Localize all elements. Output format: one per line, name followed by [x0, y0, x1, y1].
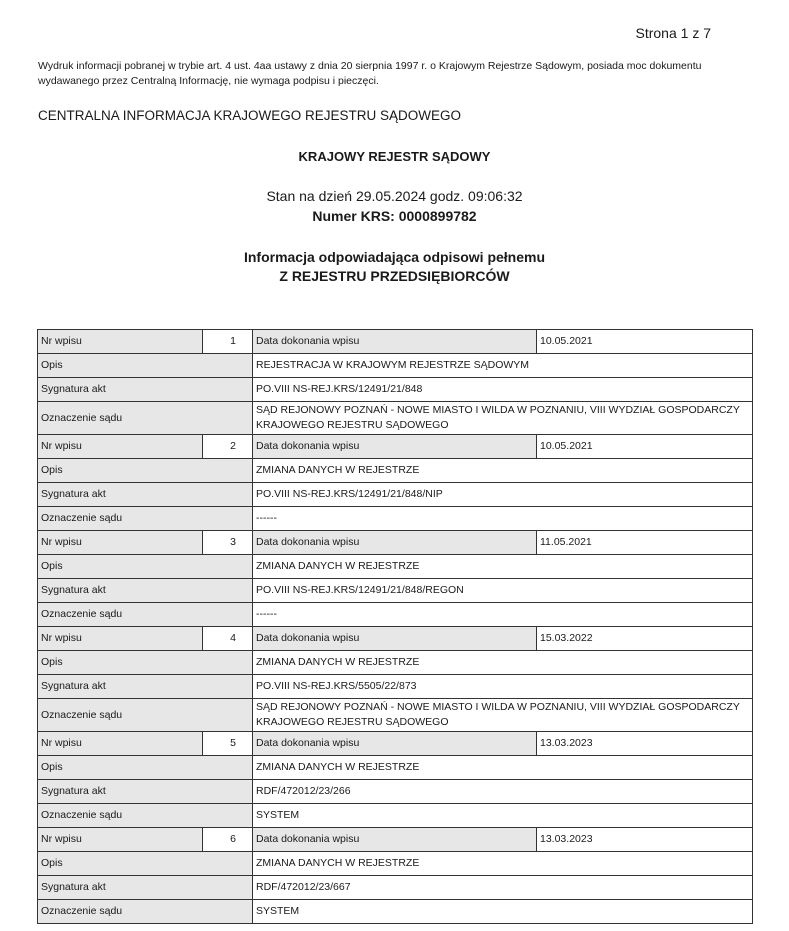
entry-signature: PO.VIII NS-REJ.KRS/12491/21/848/NIP	[253, 483, 753, 507]
oznaczenie-label: Oznaczenie sądu	[38, 900, 253, 924]
entry-number: 1	[203, 330, 253, 354]
entry-date: 11.05.2021	[537, 531, 753, 555]
entry-description-row	[38, 651, 753, 675]
entry-date-label: Data dokonania wpisu	[253, 732, 537, 756]
entry-header-row	[38, 627, 753, 651]
entry-date: 10.05.2021	[537, 330, 753, 354]
sygnatura-label: Sygnatura akt	[38, 675, 253, 699]
entry-court: SYSTEM	[253, 804, 753, 828]
entry-signature-row	[38, 483, 753, 507]
entry-description-row	[38, 555, 753, 579]
entry-date-label: Data dokonania wpisu	[253, 828, 537, 852]
entry-court-row	[38, 900, 753, 924]
entry-description-row	[38, 852, 753, 876]
entry-number: 4	[203, 627, 253, 651]
entry-signature-row	[38, 876, 753, 900]
entry-description: REJESTRACJA W KRAJOWYM REJESTRZE SĄDOWYM	[253, 354, 753, 378]
entry-date-label: Data dokonania wpisu	[253, 627, 537, 651]
entry-number: 3	[203, 531, 253, 555]
entry-date-label: Data dokonania wpisu	[253, 435, 537, 459]
registry-title: KRAJOWY REJESTR SĄDOWY	[298, 149, 491, 164]
entry-court-row	[38, 507, 753, 531]
sygnatura-label: Sygnatura akt	[38, 483, 253, 507]
nr-wpisu-label: Nr wpisu	[38, 330, 203, 354]
entry-signature: RDF/472012/23/266	[253, 780, 753, 804]
entry-signature-row	[38, 579, 753, 603]
krs-number: Numer KRS: 0000899782	[312, 208, 477, 224]
entry-date: 15.03.2022	[537, 627, 753, 651]
opis-label: Opis	[38, 651, 253, 675]
entry-date-label: Data dokonania wpisu	[253, 330, 537, 354]
entry-court: SĄD REJONOWY POZNAŃ - NOWE MIASTO I WILDA W POZNANIU, VIII WYDZIAŁ GOSPODARCZY KRAJOWEGO REJESTRU SĄDOWEGO	[253, 402, 753, 435]
entry-header-row	[38, 732, 753, 756]
entry-signature-row	[38, 378, 753, 402]
entry-court: ------	[253, 507, 753, 531]
page-number: Strona 1 z 7	[635, 25, 711, 41]
entry-number: 6	[203, 828, 253, 852]
entry-signature: RDF/472012/23/667	[253, 876, 753, 900]
nr-wpisu-label: Nr wpisu	[38, 627, 203, 651]
entry-description: ZMIANA DANYCH W REJESTRZE	[253, 756, 753, 780]
entry-signature: PO.VIII NS-REJ.KRS/12491/21/848/REGON	[253, 579, 753, 603]
central-info-heading: CENTRALNA INFORMACJA KRAJOWEGO REJESTRU SĄDOWEGO	[38, 108, 462, 123]
entry-header-row	[38, 330, 753, 354]
entry-description: ZMIANA DANYCH W REJESTRZE	[253, 459, 753, 483]
entry-description: ZMIANA DANYCH W REJESTRZE	[253, 852, 753, 876]
entry-court-row	[38, 603, 753, 627]
oznaczenie-label: Oznaczenie sądu	[38, 402, 253, 435]
nr-wpisu-label: Nr wpisu	[38, 531, 203, 555]
entry-date: 10.05.2021	[537, 435, 753, 459]
oznaczenie-label: Oznaczenie sądu	[38, 603, 253, 627]
entry-description: ZMIANA DANYCH W REJESTRZE	[253, 651, 753, 675]
document-subtitle: Z REJESTRU PRZEDSIĘBIORCÓW	[279, 268, 510, 284]
entry-court-row	[38, 402, 753, 435]
entry-date: 13.03.2023	[537, 732, 753, 756]
entry-signature: PO.VIII NS-REJ.KRS/5505/22/873	[253, 675, 753, 699]
opis-label: Opis	[38, 459, 253, 483]
entry-description: ZMIANA DANYCH W REJESTRZE	[253, 555, 753, 579]
entry-number: 2	[203, 435, 253, 459]
nr-wpisu-label: Nr wpisu	[38, 732, 203, 756]
opis-label: Opis	[38, 756, 253, 780]
entry-number: 5	[203, 732, 253, 756]
entry-court-row	[38, 699, 753, 732]
entry-header-row	[38, 828, 753, 852]
oznaczenie-label: Oznaczenie sądu	[38, 507, 253, 531]
entry-signature-row	[38, 780, 753, 804]
entry-description-row	[38, 756, 753, 780]
entry-court-row	[38, 804, 753, 828]
oznaczenie-label: Oznaczenie sądu	[38, 804, 253, 828]
entries-table-body	[38, 330, 753, 924]
entry-description-row	[38, 354, 753, 378]
sygnatura-label: Sygnatura akt	[38, 780, 253, 804]
opis-label: Opis	[38, 354, 253, 378]
entry-header-row	[38, 531, 753, 555]
opis-label: Opis	[38, 555, 253, 579]
disclaimer-text: Wydruk informacji pobranej w trybie art. 4 ust. 4aa ustawy z dnia 20 sierpnia 1997 r. o Krajowym Rejestrze Sądowym, posiada moc dokumentu wydawanego przez Centralną Informację, nie wymaga podpisu i pieczęci.	[38, 60, 702, 87]
entry-date: 13.03.2023	[537, 828, 753, 852]
entry-court: SĄD REJONOWY POZNAŃ - NOWE MIASTO I WILDA W POZNANIU, VIII WYDZIAŁ GOSPODARCZY KRAJOWEGO REJESTRU SĄDOWEGO	[253, 699, 753, 732]
document-title: Informacja odpowiadająca odpisowi pełnemu	[243, 249, 546, 265]
sygnatura-label: Sygnatura akt	[38, 378, 253, 402]
sygnatura-label: Sygnatura akt	[38, 876, 253, 900]
state-date: Stan na dzień 29.05.2024 godz. 09:06:32	[266, 188, 523, 204]
nr-wpisu-label: Nr wpisu	[38, 828, 203, 852]
entry-description-row	[38, 459, 753, 483]
nr-wpisu-label: Nr wpisu	[38, 435, 203, 459]
entry-signature-row	[38, 675, 753, 699]
oznaczenie-label: Oznaczenie sądu	[38, 699, 253, 732]
sygnatura-label: Sygnatura akt	[38, 579, 253, 603]
entry-date-label: Data dokonania wpisu	[253, 531, 537, 555]
entry-court: SYSTEM	[253, 900, 753, 924]
entries-table	[37, 329, 753, 924]
opis-label: Opis	[38, 852, 253, 876]
entry-header-row	[38, 435, 753, 459]
entry-signature: PO.VIII NS-REJ.KRS/12491/21/848	[253, 378, 753, 402]
entry-court: ------	[253, 603, 753, 627]
